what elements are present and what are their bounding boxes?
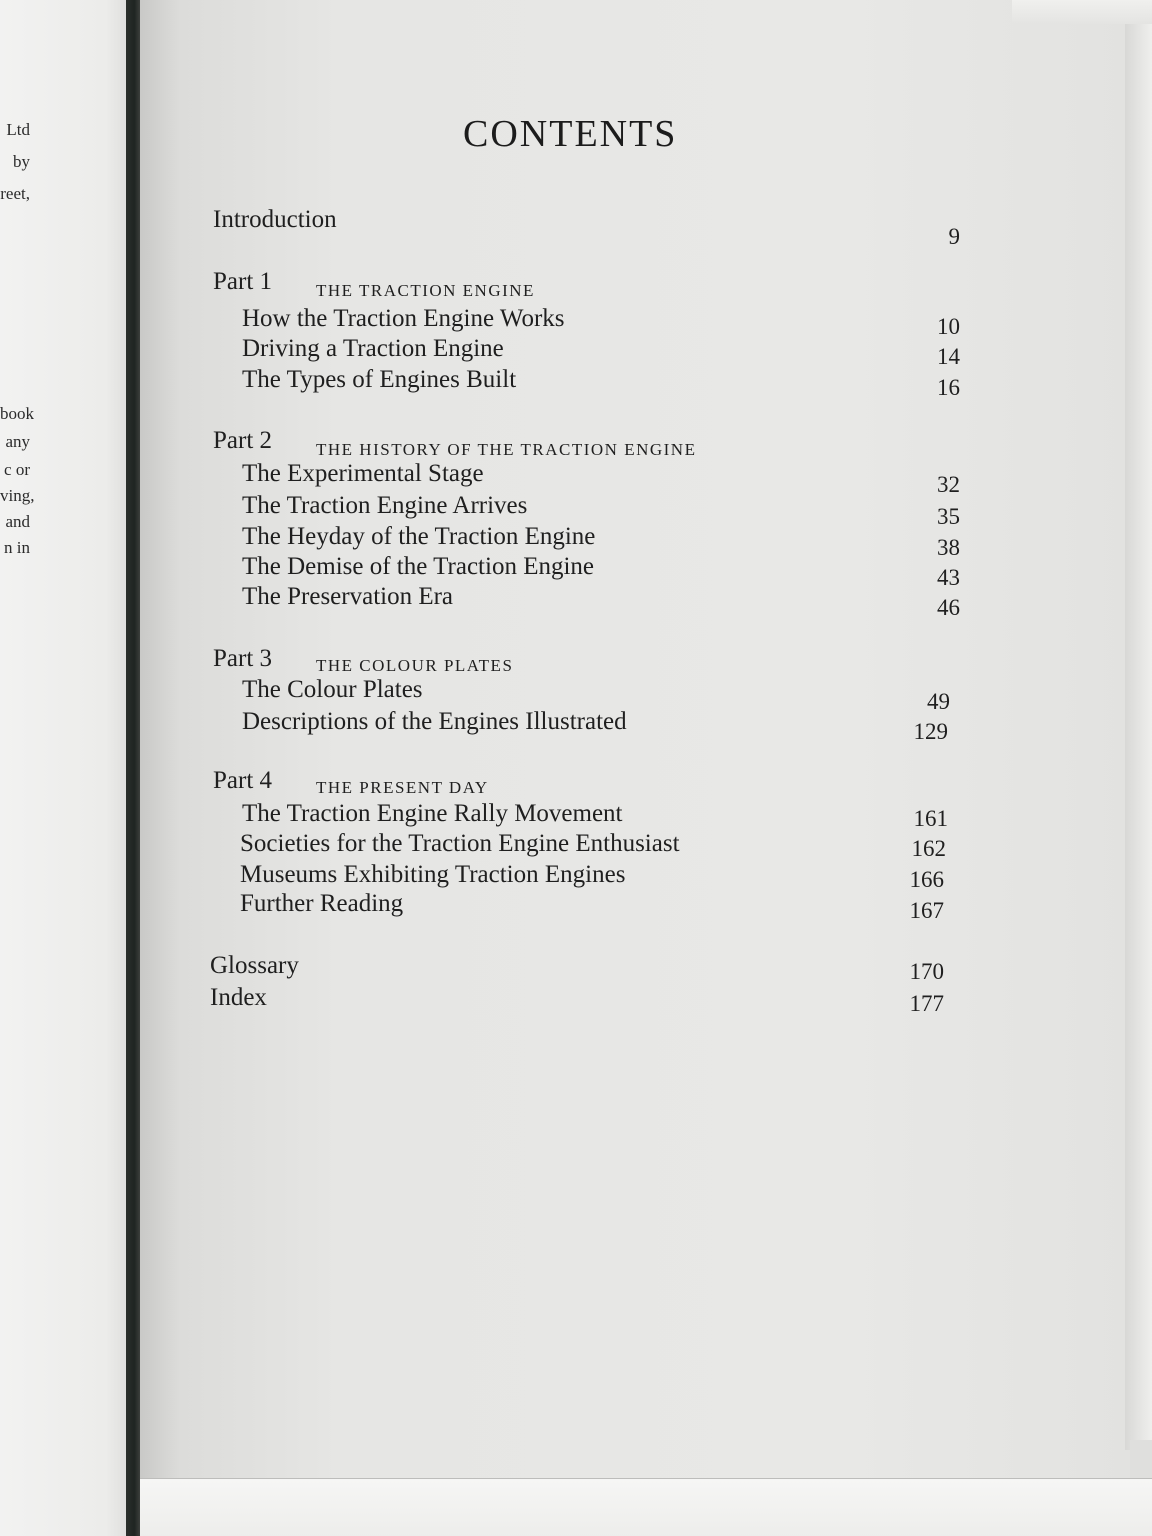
toc-entry-label: The Types of Engines Built (242, 366, 517, 393)
toc-entry-page: 177 (909, 991, 944, 1016)
toc-entry-page: 162 (911, 836, 946, 861)
toc-entry-label: How the Traction Engine Works (242, 305, 565, 332)
toc-entry-label: The Traction Engine Arrives (242, 492, 528, 519)
toc-entry-page: 35 (937, 504, 960, 529)
part-label: Part 3 (213, 645, 273, 672)
toc-entry-page: 16 (937, 375, 960, 400)
toc-entry-label: Societies for the Traction Engine Enthusiast (240, 830, 680, 857)
toc-entry-label: Glossary (210, 952, 299, 979)
part-label: Part 2 (213, 427, 273, 454)
toc-entry-page: 167 (909, 898, 944, 923)
part-name: THE COLOUR PLATES (316, 656, 514, 675)
facing-text-fragment: Ltd (6, 120, 30, 139)
toc-entry-page: 14 (937, 344, 960, 369)
part-name: THE HISTORY OF THE TRACTION ENGINE (316, 440, 697, 459)
toc-entry-page: 46 (937, 595, 960, 620)
toc-entry-page: 166 (909, 867, 944, 892)
toc-entry-page: 129 (913, 719, 948, 744)
part-name: THE PRESENT DAY (316, 778, 489, 797)
toc-entry-label: Descriptions of the Engines Illustrated (242, 708, 627, 735)
facing-text-fragment: any (5, 432, 30, 451)
toc-entry-label: Introduction (213, 206, 337, 233)
toc-entry-label: The Traction Engine Rally Movement (242, 800, 623, 827)
facing-text-fragment: ving, (0, 486, 35, 505)
toc-entry-label: Driving a Traction Engine (242, 335, 504, 362)
cover-edge (1012, 0, 1152, 24)
toc-entry-label: The Heyday of the Traction Engine (242, 523, 596, 550)
facing-text-fragment: and (5, 512, 30, 531)
toc-entry-page: 38 (937, 535, 960, 560)
toc-entry-label: Further Reading (240, 890, 404, 917)
toc-entry-page: 9 (948, 224, 960, 249)
facing-text-fragment: reet, (0, 184, 30, 203)
facing-text-fragment: book (0, 404, 34, 423)
toc-entry-page: 32 (937, 472, 960, 497)
toc-entry-page: 10 (937, 314, 960, 339)
page-title: CONTENTS (463, 113, 678, 155)
toc-entry-label: Index (210, 984, 267, 1011)
part-label: Part 4 (213, 767, 273, 794)
toc-entry-page: 49 (927, 689, 950, 714)
toc-entry-label: The Demise of the Traction Engine (242, 553, 595, 580)
toc-entry-label: Museums Exhibiting Traction Engines (240, 861, 626, 888)
facing-text-fragment: by (13, 152, 30, 171)
cover-edge (1130, 1440, 1152, 1480)
facing-text-fragment: c or (4, 460, 30, 479)
toc-entry-label: The Preservation Era (242, 583, 454, 610)
facing-text-fragment: n in (4, 538, 30, 557)
part-label: Part 1 (213, 268, 273, 295)
toc-entry-page: 43 (937, 565, 960, 590)
toc-entry-page: 161 (913, 806, 948, 831)
toc-entry-page: 170 (909, 959, 944, 984)
page-edge (1125, 0, 1152, 1450)
toc-entry-label: The Experimental Stage (242, 460, 484, 487)
book-spine (126, 0, 140, 1536)
toc-entry-label: The Colour Plates (242, 676, 423, 703)
facing-page (0, 0, 132, 1536)
back-cover (140, 1478, 1152, 1536)
part-name: THE TRACTION ENGINE (316, 281, 535, 300)
